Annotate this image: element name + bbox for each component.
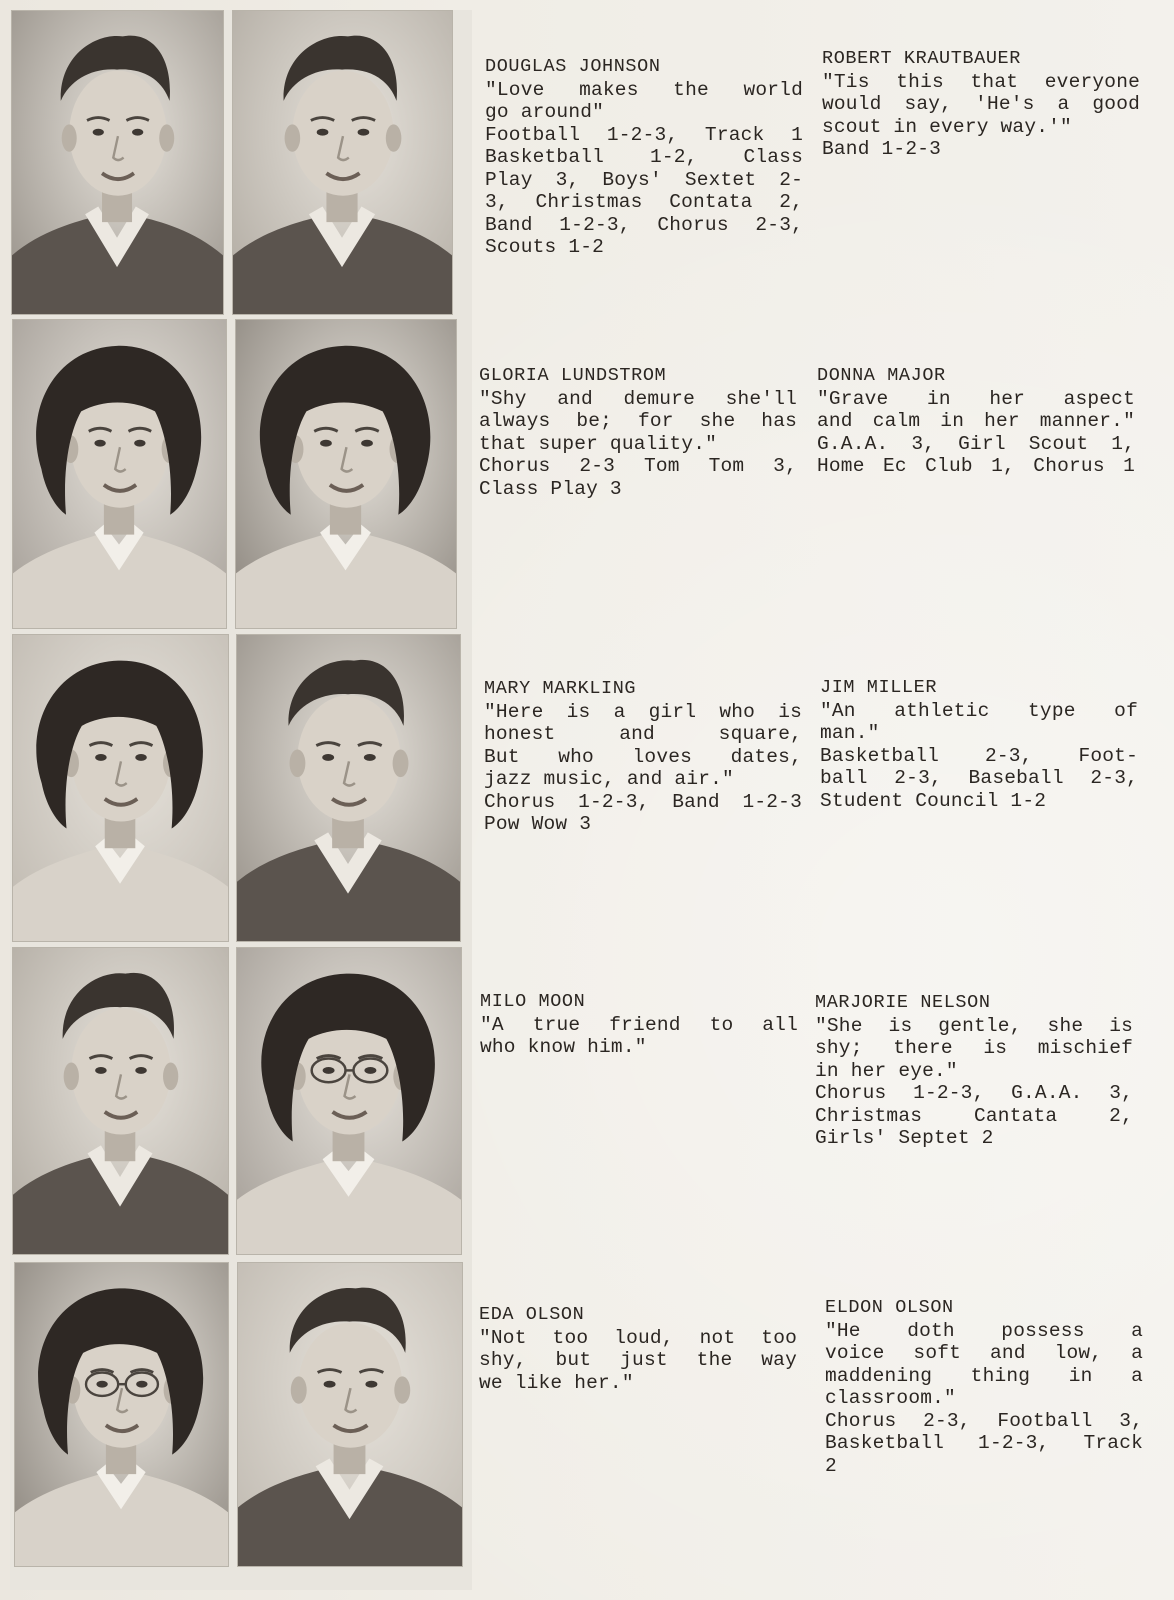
student-activity-line: 3, Christmas Contata 2, (485, 191, 803, 213)
eye (136, 1381, 147, 1388)
student-name: MARJORIE NELSON (815, 992, 991, 1013)
eye (358, 129, 370, 136)
student-activity-line: scout in every way.'" (822, 115, 1072, 138)
student-quote: "A true friend to all (480, 1013, 798, 1036)
student-entry-robert-krautbauer (822, 48, 1140, 161)
student-entry-mary-markling (484, 678, 802, 836)
student-name: EDA OLSON (479, 1304, 585, 1325)
student-activity-line: Chorus 2-3 Tom Tom 3, (479, 455, 797, 477)
ear (163, 1063, 178, 1091)
portrait-photo-eda-olson (14, 1262, 229, 1567)
ear (285, 124, 301, 151)
face (69, 71, 167, 196)
student-entry-eda-olson (479, 1304, 797, 1394)
student-quote: "Not too loud, not too (479, 1326, 797, 1349)
student-activity-line: always be; for she has (479, 410, 797, 432)
student-entry-douglas-johnson (485, 56, 803, 259)
portrait-photo-donna-major (235, 319, 457, 629)
eye (365, 1381, 377, 1388)
eye (323, 1067, 335, 1074)
student-activity-line: Play 3, Boys' Sextet 2- (485, 168, 803, 191)
ear (291, 1376, 307, 1403)
portrait-photo-milo-moon (12, 947, 229, 1255)
student-activity-line: and calm in her manner." (817, 410, 1135, 432)
student-name: GLORIA LUNDSTROM (479, 365, 667, 386)
eye (317, 129, 329, 136)
eye (96, 1381, 107, 1388)
ear (394, 1376, 410, 1403)
student-name: DONNA MAJOR (817, 365, 946, 386)
student-activity-line: Student Council 1-2 (820, 789, 1047, 812)
student-activity-line: Football 1-2-3, Track 1 (485, 123, 803, 146)
student-activity-line: shy, but just the way (479, 1349, 797, 1371)
student-name: MARY MARKLING (484, 678, 637, 699)
student-activity-line: Basketball 1-2, Class (485, 146, 803, 168)
student-name: ROBERT KRAUTBAUER (822, 48, 1021, 69)
portrait-photo-eldon-olson (237, 1262, 463, 1567)
student-activity-line: 2 (825, 1454, 837, 1477)
student-activity-line: in her eye." (815, 1059, 958, 1082)
portrait-photo-douglas-johnson (11, 10, 224, 315)
student-activity-line: jazz music, and air." (484, 768, 734, 790)
student-activity-line: who know him." (480, 1036, 647, 1058)
eye (95, 754, 106, 761)
student-activity-line: Scouts 1-2 (485, 236, 605, 258)
student-activity-line: we like her." (479, 1371, 634, 1394)
student-activity-line: Band 1-2-3 (822, 138, 942, 160)
student-name: JIM MILLER (820, 677, 938, 698)
student-activity-line: maddening thing in a (825, 1364, 1143, 1387)
student-activity-line: Basketball 1-2-3, Track (825, 1432, 1143, 1454)
student-activity-line: man." (820, 722, 880, 744)
student-quote: "An athletic type of (820, 699, 1138, 722)
face (297, 695, 400, 821)
eye (364, 1067, 376, 1074)
eye (364, 754, 376, 761)
student-activity-line: Basketball 2-3, Foot- (820, 744, 1138, 767)
portrait-photo-mary-markling (12, 634, 229, 942)
eye (134, 440, 145, 447)
student-quote: "Tis this that everyone (822, 70, 1140, 93)
ear (393, 750, 409, 778)
student-activity-line: Home Ec Club 1, Chorus 1 (817, 455, 1135, 477)
student-entry-marjorie-nelson (815, 992, 1133, 1150)
student-quote: "Love makes the world (485, 78, 803, 101)
student-quote: "He doth possess a (825, 1319, 1143, 1342)
student-entry-milo-moon (480, 991, 798, 1059)
student-activity-line: Girls' Septet 2 (815, 1127, 994, 1149)
student-activity-line: Class Play 3 (479, 477, 622, 500)
eye (135, 754, 146, 761)
student-entry-gloria-lundstrom (479, 365, 797, 500)
eye (93, 129, 104, 136)
student-activity-line: Chorus 1-2-3, G.A.A. 3, (815, 1082, 1133, 1104)
student-activity-line: G.A.A. 3, Girl Scout 1, (817, 432, 1135, 455)
student-activity-line: Band 1-2-3, Chorus 2-3, (485, 213, 803, 236)
student-activity-line: Pow Wow 3 (484, 813, 592, 835)
eye (324, 1381, 336, 1388)
eye (94, 440, 105, 447)
eye (361, 440, 373, 447)
student-name: ELDON OLSON (825, 1297, 954, 1318)
eye (135, 1067, 146, 1074)
student-name: MILO MOON (480, 991, 586, 1012)
student-activity-line: that super quality." (479, 432, 718, 455)
ear (62, 124, 77, 151)
ear (64, 1063, 79, 1091)
student-entry-donna-major (817, 365, 1135, 478)
student-activity-line: But who loves dates, (484, 745, 802, 768)
eye (95, 1067, 106, 1074)
student-quote: "Grave in her aspect (817, 387, 1135, 410)
portrait-photo-marjorie-nelson (236, 947, 462, 1255)
student-activity-line: go around" (485, 101, 605, 123)
face (71, 1008, 170, 1134)
student-activity-line: Chorus 2-3, Football 3, (825, 1409, 1143, 1432)
student-quote: "Shy and demure she'll (479, 387, 797, 410)
student-activity-line: classroom." (825, 1387, 956, 1409)
ear (290, 750, 306, 778)
student-quote: "Here is a girl who is (484, 700, 802, 723)
student-activity-line: voice soft and low, a (825, 1342, 1143, 1364)
student-quote: "She is gentle, she is (815, 1014, 1133, 1037)
eye (132, 129, 143, 136)
student-activity-line: Chorus 1-2-3, Band 1-2-3 (484, 790, 802, 813)
face (299, 1323, 403, 1448)
student-activity-line: would say, 'He's a good (822, 93, 1140, 115)
student-name: DOUGLAS JOHNSON (485, 56, 661, 77)
student-activity-line: shy; there is mischief (815, 1037, 1133, 1059)
portrait-photo-gloria-lundstrom (12, 319, 227, 629)
face (292, 71, 393, 196)
eye (322, 754, 334, 761)
student-activity-line: honest and square, (484, 723, 802, 745)
student-activity-line: Christmas Cantata 2, (815, 1104, 1133, 1127)
student-activity-line: ball 2-3, Baseball 2-3, (820, 767, 1138, 789)
eye (320, 440, 332, 447)
ear (386, 124, 402, 151)
student-entry-jim-miller (820, 677, 1138, 812)
portrait-photo-robert-krautbauer (232, 10, 453, 315)
student-entry-eldon-olson (825, 1297, 1143, 1477)
portrait-photo-jim-miller (236, 634, 461, 942)
ear (159, 124, 174, 151)
